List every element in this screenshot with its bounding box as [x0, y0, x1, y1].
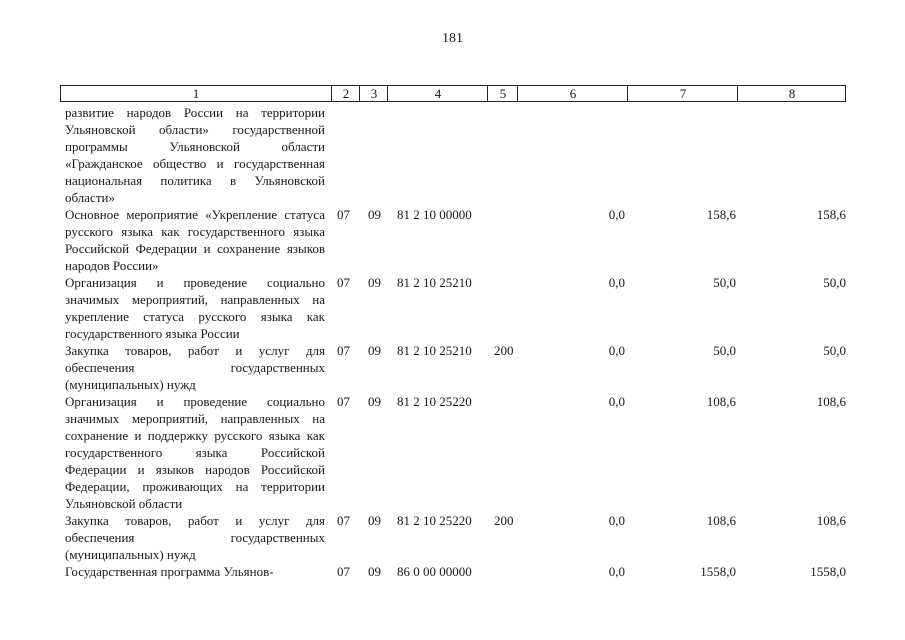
- row-name: Закупка товаров, работ и услуг для обеспечения государственных (муниципальных) нужд: [65, 513, 325, 562]
- budget-table: [0, 104, 905, 580]
- header-col-4: 4: [387, 86, 488, 101]
- row-value-col6: 0,0: [608, 343, 625, 358]
- row-section: 07: [337, 275, 350, 290]
- row-target-code: 81 2 10 25220: [397, 513, 472, 528]
- row-subsection: 09: [368, 275, 381, 290]
- row-target-code: 81 2 10 25210: [397, 275, 472, 290]
- row-value-col8: 108,6: [816, 394, 846, 409]
- row-name: Государственная программа Ульянов-: [65, 564, 274, 579]
- row-expense-type: 200: [494, 513, 514, 528]
- row-subsection: 09: [368, 343, 381, 358]
- table-row: [0, 274, 905, 342]
- header-col-8: 8: [737, 86, 846, 101]
- row-value-col6: 0,0: [608, 207, 625, 222]
- row-value-col8: 50,0: [823, 275, 846, 290]
- table-row: [0, 512, 905, 563]
- row-value-col7: 158,6: [706, 207, 736, 222]
- row-value-col8: 158,6: [816, 207, 846, 222]
- row-target-code: 86 0 00 00000: [397, 564, 472, 579]
- header-col-3: 3: [359, 86, 388, 101]
- row-section: 07: [337, 207, 350, 222]
- table-header: [60, 85, 846, 102]
- row-target-code: 81 2 10 25210: [397, 343, 472, 358]
- row-section: 07: [337, 394, 350, 409]
- row-target-code: 81 2 10 25220: [397, 394, 472, 409]
- row-value-col6: 0,0: [608, 564, 625, 579]
- row-expense-type: 200: [494, 343, 514, 358]
- table-row: [0, 393, 905, 512]
- table-row: [0, 563, 905, 580]
- row-section: 07: [337, 343, 350, 358]
- header-col-6: 6: [517, 86, 628, 101]
- header-col-7: 7: [627, 86, 738, 101]
- table-row: [0, 342, 905, 393]
- row-value-col7: 108,6: [706, 513, 736, 528]
- row-name: развитие народов России на территории Ульяновской области» государственной программы Ульяновской области «Гражданское общество и государственная национальная политика в Ульяновской области»: [65, 105, 325, 205]
- row-name: Организация и проведение социально значимых мероприятий, направленных на укрепление статуса русского языка как государственного языка России: [65, 275, 325, 341]
- row-section: 07: [337, 564, 350, 579]
- row-subsection: 09: [368, 394, 381, 409]
- row-value-col8: 108,6: [816, 513, 846, 528]
- row-value-col7: 1558,0: [700, 564, 736, 579]
- header-col-1: 1: [192, 86, 200, 101]
- row-name: Закупка товаров, работ и услуг для обеспечения государственных (муниципальных) нужд: [65, 343, 325, 392]
- row-subsection: 09: [368, 513, 381, 528]
- row-name: Основное мероприятие «Укрепление статуса русского языка как государственного языка Российской Федерации и сохранение языков народов России»: [65, 207, 325, 273]
- row-value-col7: 50,0: [713, 275, 736, 290]
- row-value-col6: 0,0: [608, 275, 625, 290]
- table-row: [0, 104, 905, 206]
- row-value-col6: 0,0: [608, 394, 625, 409]
- row-subsection: 09: [368, 207, 381, 222]
- row-value-col8: 50,0: [823, 343, 846, 358]
- header-col-2: 2: [331, 86, 360, 101]
- row-value-col7: 50,0: [713, 343, 736, 358]
- row-name: Организация и проведение социально значимых мероприятий, направленных на сохранение и поддержку русского языка как государственного языка Российской Федерации и языков народов Российской Федерации, проживающих на территории Ульяновской области: [65, 394, 325, 511]
- row-value-col8: 1558,0: [810, 564, 846, 579]
- row-target-code: 81 2 10 00000: [397, 207, 472, 222]
- row-value-col7: 108,6: [706, 394, 736, 409]
- table-row: [0, 206, 905, 274]
- row-section: 07: [337, 513, 350, 528]
- header-col-5: 5: [487, 86, 518, 101]
- row-value-col6: 0,0: [608, 513, 625, 528]
- page-number: 181: [442, 31, 463, 46]
- row-subsection: 09: [368, 564, 381, 579]
